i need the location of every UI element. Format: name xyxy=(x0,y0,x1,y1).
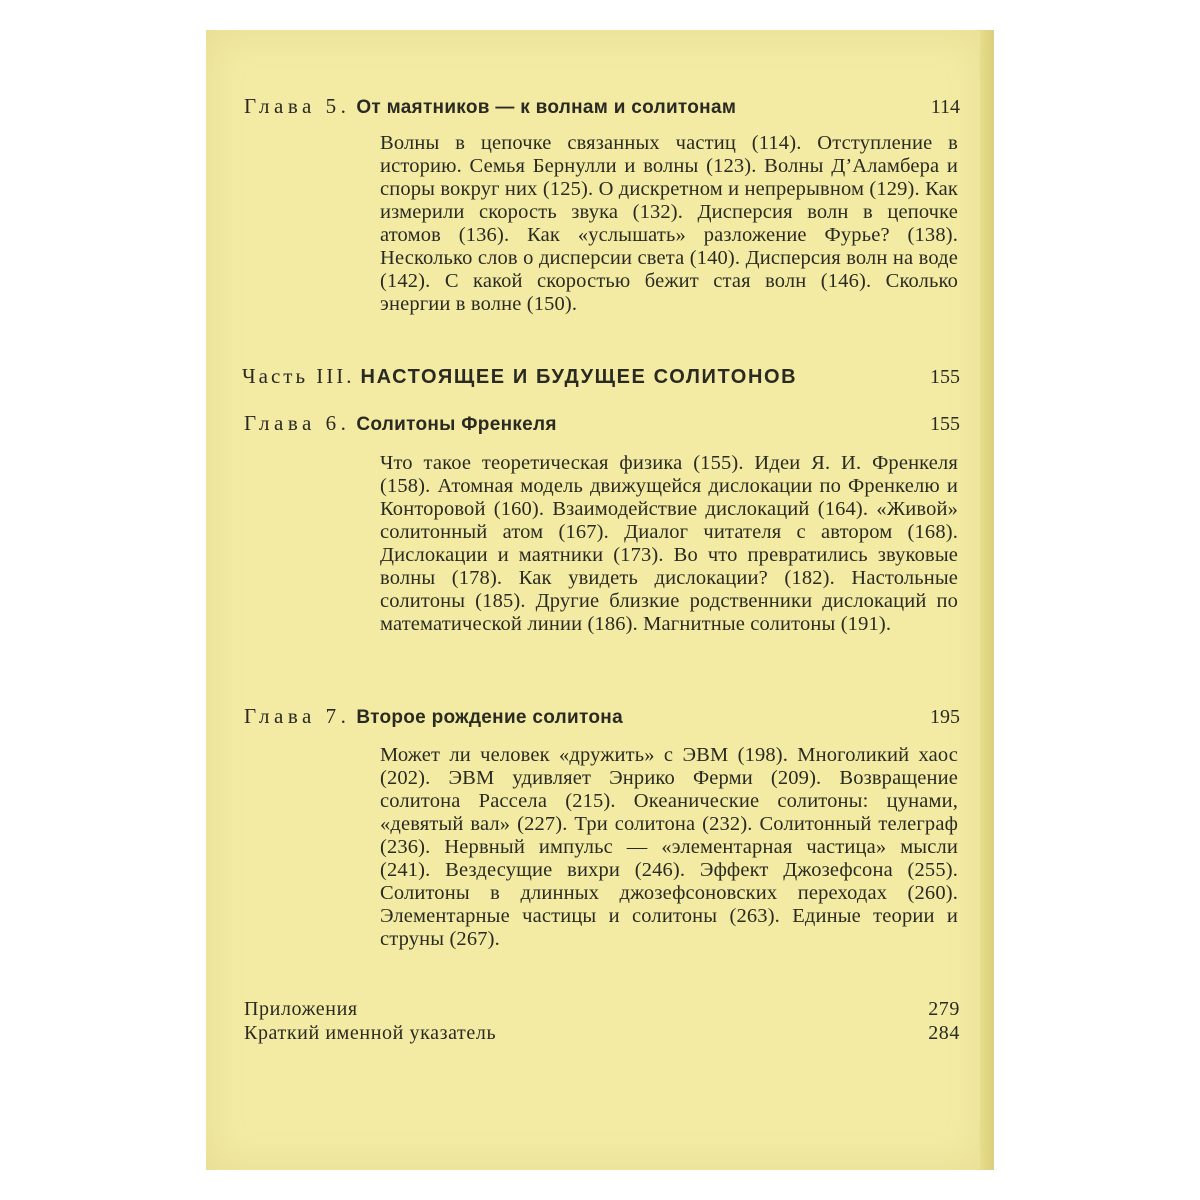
chapter-5-label: Глава 5. xyxy=(244,94,351,118)
chapter-5-page-number: 114 xyxy=(930,96,960,118)
chapter-7-title: Второе рождение солитона xyxy=(356,707,623,728)
index-page-number: 284 xyxy=(928,1022,960,1044)
chapter-7-contents: Может ли человек «дружить» с ЭВМ (198). Многоликий хаос (202). ЭВМ удивляет Энрико Ферми (209). Возвращение солитона Рассела (215). Океанические солитоны: цунами, «девятый вал» (227). Три солитона (232). Солитонный телеграф (236). Нервный импульс — «элементарная частица» мысли (241). Вездесущие вихри (246). Эффект Джозефсона (255). Солитоны в длинных джозефсоновских переходах (260). Элементарные частицы и солитоны (263). Единые теории и струны (267). xyxy=(380,744,958,950)
part-3-heading xyxy=(242,364,960,389)
chapter-7-label: Глава 7. xyxy=(244,704,351,728)
chapter-6-title: Солитоны Френкеля xyxy=(356,414,557,435)
book-page xyxy=(206,30,986,1170)
chapter-6-page-number: 155 xyxy=(930,413,960,435)
index-label: Краткий именной указатель xyxy=(244,1022,497,1044)
part-3-title: НАСТОЯЩЕЕ И БУДУЩЕЕ СОЛИТОНОВ xyxy=(360,366,798,388)
chapter-7-heading xyxy=(244,704,960,729)
index-entry xyxy=(244,1022,960,1045)
chapter-5-contents: Волны в цепочке связанных частиц (114). Отступление в историю. Семья Бернулли и волны (123). Волны Д’Аламбера и споры вокруг них (125). О дискретном и непрерывном (129). Как измерили скорость звука (132). Дисперсия волн в цепочке атомов (136). Как «услышать» разложение Фурье? (138). Несколько слов о дисперсии света (140). Дисперсия волн на воде (142). С какой скоростью бежит стая волн (146). Сколько энергии в волне (150). xyxy=(380,132,958,315)
part-3-label: Часть III. xyxy=(242,364,355,388)
appendix-entry xyxy=(244,998,960,1021)
chapter-5-heading xyxy=(244,94,960,119)
chapter-6-label: Глава 6. xyxy=(244,411,351,435)
chapter-7-page-number: 195 xyxy=(930,706,960,728)
page-spine-edge xyxy=(980,30,994,1170)
part-3-page-number: 155 xyxy=(930,366,960,388)
chapter-6-heading xyxy=(244,411,960,436)
chapter-5-title: От маятников — к волнам и солитонам xyxy=(356,97,737,118)
chapter-6-contents: Что такое теоретическая физика (155). Идеи Я. И. Френкеля (158). Атомная модель движущейся дислокации по Френкелю и Конторовой (160). Взаимодействие дислокаций (164). «Живой» солитонный атом (167). Диалог читателя с автором (168). Дислокации и маятники (173). Во что превратились звуковые волны (178). Как увидеть дислокации? (182). Настольные солитоны (185). Другие близкие родственники дислокаций по математической линии (186). Магнитные солитоны (191). xyxy=(380,452,958,635)
appendix-page-number: 279 xyxy=(928,998,960,1020)
appendix-label: Приложения xyxy=(244,998,358,1020)
